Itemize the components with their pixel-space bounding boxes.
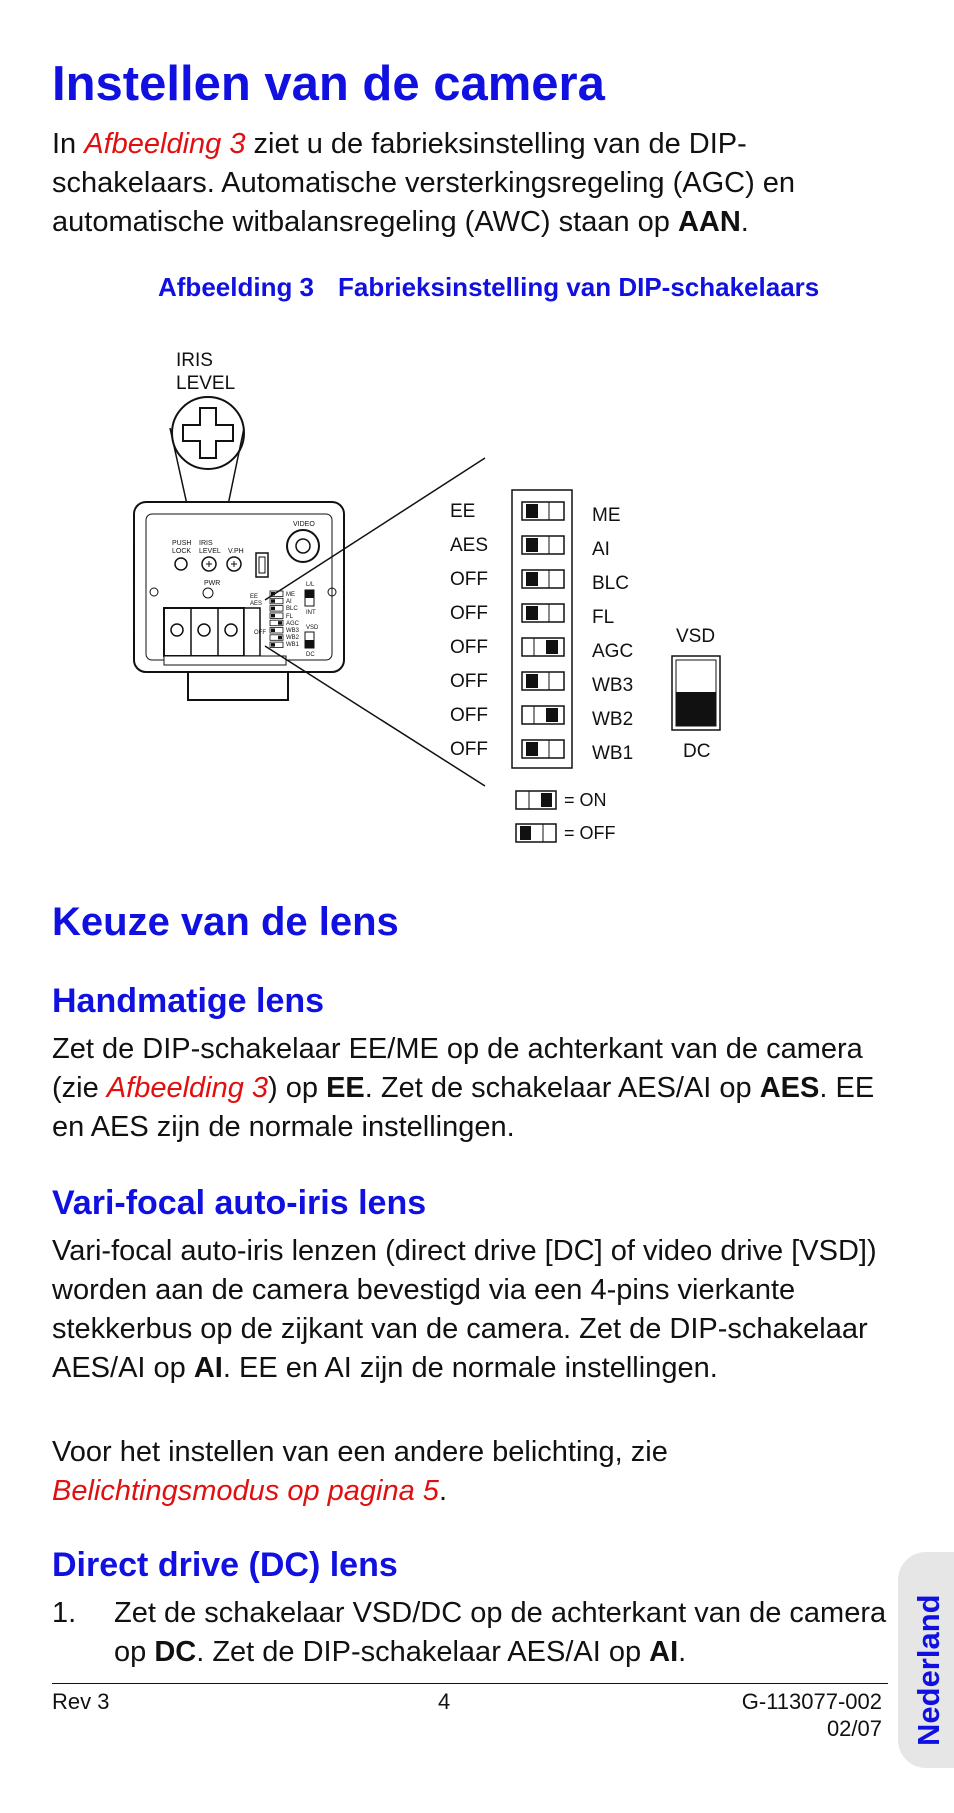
dip-switch-wb1 — [522, 740, 564, 758]
dip-switch-fl — [522, 604, 564, 622]
dip-left-label: OFF — [450, 671, 488, 692]
figure-caption: Afbeelding 3 Fabrieksinstelling van DIP-schakelaars — [158, 272, 820, 302]
vsd-dc-switch — [672, 656, 720, 730]
vsd-label: VSD — [676, 626, 716, 647]
varifocal-heading: Vari-focal auto-iris lens — [52, 1184, 427, 1222]
intro-paragraph: In Afbeelding 3 ziet u de fabrieksinstelling van de DIP-schakelaars. Automatische versterkingsregeling (AGC) en automatische witbalansregeling (AWC) staan op AAN. — [52, 128, 796, 238]
language-tab-label: Nederland — [911, 1594, 946, 1746]
dip-right-label: WB1 — [592, 743, 634, 764]
legend-off — [516, 823, 616, 843]
dc-lens-heading: Direct drive (DC) lens — [52, 1546, 398, 1584]
mini-dip-knob — [271, 599, 275, 603]
dip-left-label: OFF — [450, 637, 488, 658]
dip-left-label: OFF — [450, 569, 488, 590]
footer-divider — [52, 1683, 888, 1684]
list-item: Zet de schakelaar VSD/DC op de achterkant van de camera op DC. Zet de DIP-schakelaar AES/AI op AI. — [114, 1597, 887, 1668]
dip-switch-ai — [522, 536, 564, 554]
svg-text:EE: EE — [250, 594, 259, 600]
dip-right-label: BLC — [592, 573, 629, 594]
mini-dip-knob — [271, 643, 275, 647]
dip-right-label: WB3 — [592, 675, 634, 696]
figure-link[interactable]: Afbeelding 3 — [84, 128, 246, 160]
svg-text:WB1: WB1 — [286, 642, 300, 648]
dip-left-label: AES — [450, 535, 489, 556]
footer-revision: Rev 3 — [52, 1689, 110, 1714]
iris-label-line1: IRIS — [176, 350, 213, 371]
manual-lens-heading: Handmatige lens — [52, 982, 325, 1020]
dip-right-label: FL — [592, 607, 615, 628]
mini-dip-knob — [271, 614, 275, 618]
dip-switch-diagram — [120, 340, 740, 860]
svg-text:PUSH: PUSH — [172, 540, 192, 547]
dip-right-label: AGC — [592, 641, 634, 662]
svg-text:VIDEO: VIDEO — [293, 521, 315, 528]
svg-text:INT: INT — [306, 610, 316, 616]
dip-right-label: AI — [592, 539, 610, 560]
dip-left-label: OFF — [450, 705, 488, 726]
svg-text:WB3: WB3 — [286, 628, 300, 634]
svg-text:ME: ME — [286, 592, 295, 598]
mini-dip-knob — [278, 621, 282, 625]
footer-doc-number: G-113077-002 — [741, 1689, 882, 1714]
exposure-paragraph: Voor het instellen van een andere belichting, zie Belichtingsmodus op pagina 5. — [52, 1436, 668, 1507]
svg-text:LEVEL: LEVEL — [199, 548, 221, 555]
svg-text:= ON: = ON — [564, 790, 607, 810]
svg-text:AI: AI — [286, 599, 292, 605]
svg-text:IRIS: IRIS — [199, 540, 213, 547]
exposure-mode-link[interactable]: Belichtingsmodus op pagina 5 — [52, 1475, 439, 1507]
svg-text:BLC: BLC — [286, 606, 298, 612]
lens-selection-heading: Keuze van de lens — [52, 900, 399, 944]
figure-link[interactable]: Afbeelding 3 — [106, 1072, 269, 1104]
mini-dip-knob — [271, 607, 275, 611]
svg-text:L/L: L/L — [306, 582, 315, 588]
svg-text:V.PH: V.PH — [228, 548, 244, 555]
svg-text:OFF: OFF — [254, 630, 266, 636]
mini-dip-knob — [278, 636, 282, 640]
dip-switch-wb3 — [522, 672, 564, 690]
legend-on — [516, 790, 607, 810]
dip-switch-block — [512, 490, 572, 768]
varifocal-paragraph: Vari-focal auto-iris lenzen (direct drive [DC] of video drive [VSD]) worden aan de camera bevestigd via een 4-pins vierkante stekkerbus op de zijkant van de camera. Zet de DIP-schakelaar AES/AI op AI. EE en AI zijn de normale instellingen. — [52, 1235, 877, 1384]
dip-switch-blc — [522, 570, 564, 588]
page-title: Instellen van de camera — [52, 57, 605, 111]
svg-text:AES: AES — [250, 601, 263, 607]
dip-switch-agc — [522, 638, 564, 656]
dip-left-label: OFF — [450, 603, 488, 624]
iris-label-line2: LEVEL — [176, 373, 236, 394]
list-number: 1. — [52, 1597, 77, 1629]
svg-text:FL: FL — [286, 614, 294, 620]
svg-text:DC: DC — [306, 652, 315, 658]
dip-right-label: WB2 — [592, 709, 634, 730]
footer-date: 02/07 — [826, 1716, 882, 1741]
svg-text:PWR: PWR — [204, 580, 221, 587]
dip-left-label: EE — [450, 501, 476, 522]
svg-text:VSD: VSD — [306, 625, 319, 631]
svg-text:LOCK: LOCK — [172, 548, 192, 555]
dip-left-label: OFF — [450, 739, 488, 760]
mini-dip-knob — [271, 629, 275, 633]
dip-switch-wb2 — [522, 706, 564, 724]
dc-label: DC — [683, 741, 711, 762]
svg-text:= OFF: = OFF — [564, 823, 616, 843]
dip-right-label: ME — [592, 505, 621, 526]
manual-lens-paragraph: Zet de DIP-schakelaar EE/ME op de achterkant van de camera (zie Afbeelding 3) op EE. Zet de schakelaar AES/AI op AES. EE en AES zijn de normale instellingen. — [52, 1033, 875, 1143]
footer-page-number: 4 — [438, 1689, 451, 1714]
svg-text:WB2: WB2 — [286, 635, 300, 641]
camera-rear-icon — [134, 502, 344, 700]
dip-switch-me — [522, 502, 564, 520]
svg-text:AGC: AGC — [286, 621, 300, 627]
